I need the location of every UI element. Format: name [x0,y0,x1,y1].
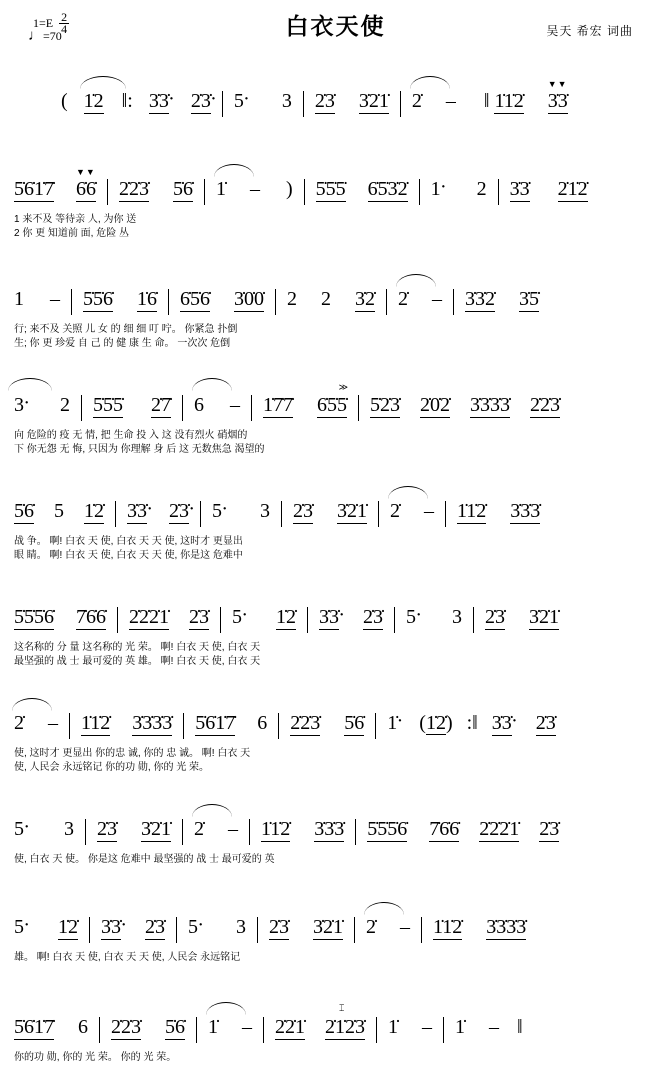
note-group: 3̇2̇1̇ [313,916,343,938]
barline [204,179,205,205]
repeat-end-barline: :‖ [466,712,478,734]
note-group: 3̇3̇3̇ [510,500,541,522]
note-group: 2̇2̇3̇ [290,712,321,734]
note-group: 3̇3̇ · [149,90,169,114]
barline [251,395,252,421]
note-group: 1̇2 [84,90,104,114]
note-group: 3 · [14,394,24,417]
note-group: 2̇3̇ [269,916,289,938]
barline [355,819,356,845]
note-group: 2̇ [194,818,204,841]
note-group: 3̇3̇3̇3̇ [132,712,173,734]
note-group: – [48,712,58,734]
barline [182,395,183,421]
barline [419,179,420,205]
note-group: 2̇ [366,916,376,939]
barline [498,179,499,205]
note-group: 5̇6̇ [344,712,365,734]
note-group: 3̇5̇ [519,288,539,310]
note-group: 5 · [14,916,24,939]
barline [222,91,223,117]
note-group: 6̇5̇6̇ [180,288,210,310]
barline [196,1017,197,1043]
barline [400,91,401,117]
barline [445,501,446,527]
note-group: 2̇7̇ [151,394,171,416]
note-group: 2̇2̇3̇ [111,1016,141,1038]
note-group: – [242,1016,252,1038]
note-group: 5̇5̇6̇ [83,288,113,310]
note-group: 2̇0̇2̇ [420,394,450,416]
notation-line [14,606,659,640]
barline [168,289,169,315]
note-group: 3̇2̇1̇ [337,500,367,522]
note-group: – [400,916,410,938]
note-group: 6̇5̇5̇ ≫ [317,382,349,416]
note-group: 3̇3̇ ▼▼ [547,79,568,112]
note-group: 5̇5̇5̇ [315,178,346,200]
note-group: 2̇2̇3̇ [530,394,560,416]
note-group: 6̇6̇ ▼▼ [76,167,96,200]
note-group: 3̇3̇3̇3̇ [486,916,527,938]
note-group: 2 [321,288,331,310]
music-system [0,802,671,888]
note-group: 2̇3̇ [189,606,209,628]
note-group: 1̇ [455,1016,465,1038]
barline [303,91,304,117]
lyrics-verse-1: 这名称的 分 量 这名称的 光 荣。 啊! 白衣 天 使, 白衣 天 [14,642,261,653]
repeat-start-barline: ‖: [121,90,133,112]
note-group: – [50,288,60,310]
notation-line [14,382,659,428]
barline [220,607,221,633]
note-group: 1̇ [208,1016,218,1039]
note-group: 5̇5̇5̇ [93,394,123,416]
phrase-open-paren: ( [61,90,68,112]
lyrics-verse-2: 下 你无怨 无 悔, 只因为 你理解 身 后 这 无数焦急 渴望的 [14,444,265,455]
barline [85,819,86,845]
quarter-note-icon: ♩ [28,28,43,44]
note-group: 5̇6̇1̇7̇ [195,712,236,734]
note-group: 5̇6̇1̇7̇ [14,178,54,200]
note-group: 3̇3̇2̇ [465,288,495,310]
note-group: 3̇2̇1̇ [529,606,559,628]
note-group: 3̇2̇1̇ [358,90,389,112]
note-group: 1̇ · [387,712,397,735]
note-group: 5 · [232,606,242,629]
notation-line [14,167,659,212]
barline [200,501,201,527]
final-barline: ‖ [517,1016,523,1038]
barline [421,917,422,943]
barline [249,819,250,845]
barline [182,819,183,845]
note-group: 2̇1̇2̇3̇ ⌶ [325,1003,365,1038]
lyrics-verse-2: 2 你 更 知道前 面, 危险 丛 [14,228,130,239]
phrase-close-paren: ) [286,178,293,200]
note-group: 3 [452,606,462,628]
note-group: 2 [476,178,487,200]
note-group: 2̇2̇2̇1̇ [129,606,169,628]
lyrics-verse-1: 战 争。 啊! 白衣 天 使, 白衣 天 天 使, 这时才 更显出 [14,536,243,547]
barline [443,1017,444,1043]
lyrics-verse-1: 向 危险的 疫 无 情, 把 生命 投 入 这 没有烈火 硝烟的 [14,430,248,441]
note-group: 3̇0̇0̇ [234,288,264,310]
barline [378,501,379,527]
note-group: 2̇3̇ [485,606,505,628]
lyrics-verse-1: 使, 这时才 更显出 你的忠 诚, 你的 忠 诚。 啊! 白衣 天 [14,748,251,759]
barline [117,607,118,633]
composer-credit: 吴天 希宏 词曲 [546,24,633,38]
barline [394,607,395,633]
barline: ‖ [483,90,490,112]
music-system [0,696,671,782]
music-system [0,272,671,358]
note-group: 3 [260,500,270,522]
music-system [0,900,671,986]
note-group: 1̇1̇2̇ [81,712,111,734]
note-group: 3 [64,818,74,840]
note-group: 1̇1̇2̇ [261,818,291,840]
time-signature-numerator: 2 [61,10,68,24]
tempo-marking [28,28,62,45]
barline [304,179,305,205]
music-system [0,378,671,464]
note-group: 1̇ [388,1016,398,1038]
note-group: 5 · [406,606,416,629]
note-group: – [489,1016,499,1038]
note-group: 3̇3̇ · [101,916,121,940]
note-group: 2̇3̇ · [191,90,211,114]
note-group: 3̇3̇ · [492,712,512,736]
barline [257,917,258,943]
note-group: 1̇2̇ [276,606,296,628]
note-group: 6̇5̇3̇2̇ [367,178,408,200]
note-group: 2̇ [398,288,408,311]
note-group: 7̇6̇6̇ [429,818,460,840]
barline [263,1017,264,1043]
lyrics-verse-2: 生; 你 更 珍爱 自 己 的 健 康 生 命。 一次次 危倒 [14,338,231,349]
note-group: 5̇2̇3̇ [370,394,400,416]
note-group: 1̇1̇2̇ [494,90,524,112]
barline [176,917,177,943]
lyrics-verse-1: 你的功 勋, 你的 光 荣。 你的 光 荣。 [14,1052,177,1063]
note-group: 3 [281,90,292,112]
note-group: – [230,394,240,416]
barline [71,289,72,315]
note-group: 2̇1̇2̇ [557,178,588,200]
note-group: 2̇3̇ · [169,500,189,524]
note-group: 6 [78,1016,88,1038]
music-system [0,590,671,676]
note-group: 1̇2̇ [58,916,78,938]
note-group: 5̇5̇5̇6̇ [14,606,54,628]
note-group: 5̇6̇ [14,500,34,522]
note-group: 5 · [234,90,244,113]
note-group: – [445,90,456,112]
barline [275,289,276,315]
note-group: 3̇3̇ [509,178,530,200]
barline [278,713,279,739]
music-system [0,1000,671,1086]
lyrics-verse-1: 行; 来不及 关照 儿 女 的 细 细 叮 咛。 你紧急 扑倒 [14,324,238,335]
key-label: 1=E [33,15,54,30]
note-group: 3̇3̇3̇3̇ [470,394,510,416]
lyrics-verse-2: 最坚强的 战 士 最可爱的 英 雄。 啊! 白衣 天 使, 白衣 天 [14,656,261,667]
notation-line [14,288,659,322]
barline [99,1017,100,1043]
notation-line [14,916,659,950]
page-title: 白衣天使 [285,13,386,39]
note-group: 1̇6̇ [137,288,157,310]
note-group: 2̇3̇ [539,818,560,840]
barline [386,289,387,315]
note-group: 5 · [212,500,222,523]
barline [81,395,82,421]
note-group: 2̇ [14,712,24,735]
barline [307,607,308,633]
note-group: 2̇3̇ [314,90,335,112]
music-system [0,484,671,570]
note-group: 2̇ [390,500,400,523]
note-group: 1 [14,288,24,310]
note-group: 2̇2̇1̇ [275,1016,305,1038]
note-group: 1̇ [216,178,226,201]
lyrics-verse-1: 1 来不及 等待亲 人, 为你 送 [14,214,137,225]
note-group: 2̇3̇ [97,818,117,840]
optional-phrase-group: (1̇2̇) [419,712,453,734]
note-group: 5 · [188,916,198,939]
note-group: – [424,500,434,522]
note-group: – [422,1016,432,1038]
note-group: – [250,178,260,200]
note-group: 5̇6̇1̇7̇ [14,1016,54,1038]
note-group: 1̇2̇ [84,500,104,522]
barline [376,1017,377,1043]
barline [358,395,359,421]
barline [115,501,116,527]
notation-line [14,818,659,852]
note-group: 1̇7̇7̇ [263,394,293,416]
note-group: 2̇3̇ [145,916,165,938]
barline [354,917,355,943]
time-signature-denominator: 4 [61,22,68,37]
note-group: 3 [236,916,246,938]
barline [281,501,282,527]
tempo-value: =70 [43,29,62,43]
note-group: 6 [194,394,204,417]
note-group: 2̇2̇3̇ [119,178,149,200]
note-group: 5 [54,500,64,522]
lyrics-verse-1: 雄。 啊! 白衣 天 使, 白衣 天 天 使, 人民会 永远铭记 [14,952,241,963]
lyrics-verse-2: 使, 人民会 永远铭记 你的功 勋, 你的 光 荣。 [14,762,210,773]
barline [453,289,454,315]
note-group: 7̇6̇6̇ [76,606,106,628]
note-group: 2 [60,394,70,416]
barline [107,179,108,205]
barline [89,917,90,943]
note-group: 2̇3̇ [535,712,556,734]
barline [473,607,474,633]
note-group: 2 [287,288,297,310]
notation-line [14,500,659,534]
note-group: – [228,818,238,840]
barline [183,713,184,739]
barline [69,713,70,739]
note-group: 5̇6̇ [173,178,193,200]
barline [375,713,376,739]
note-group: 5 · [14,818,24,841]
note-group: 3̇2̇ [355,288,375,310]
lyrics-verse-2: 眼 睛。 啊! 白衣 天 使, 白衣 天 天 使, 你是这 危难中 [14,550,243,561]
note-group: 2̇3̇ [293,500,313,522]
note-group: 1̇1̇2̇ [457,500,487,522]
note-group: 3̇3̇3̇ [314,818,345,840]
notation-line [14,79,659,124]
note-group: 1̇1̇2̇ [433,916,463,938]
note-group: 1 · [431,178,441,201]
music-system [0,162,671,248]
notation-line [14,1003,659,1050]
note-group: 2̇ [412,90,422,113]
note-group: – [432,288,442,310]
music-system [0,74,671,160]
note-group: 6 [257,712,268,734]
note-group: 3̇2̇1̇ [141,818,171,840]
lyrics-verse-1: 使, 白衣 天 使。 你是这 危难中 最坚强的 战 士 最可爱的 英 [14,854,275,865]
note-group: 2̇2̇2̇1̇ [479,818,520,840]
note-group: 2̇3̇ [363,606,383,628]
note-group: 3̇3̇ · [127,500,147,524]
note-group: 3̇3̇ · [319,606,339,630]
note-group: 5̇6̇ [165,1016,185,1038]
notation-line [14,712,659,746]
note-group: 5̇5̇5̇6̇ [367,818,408,840]
